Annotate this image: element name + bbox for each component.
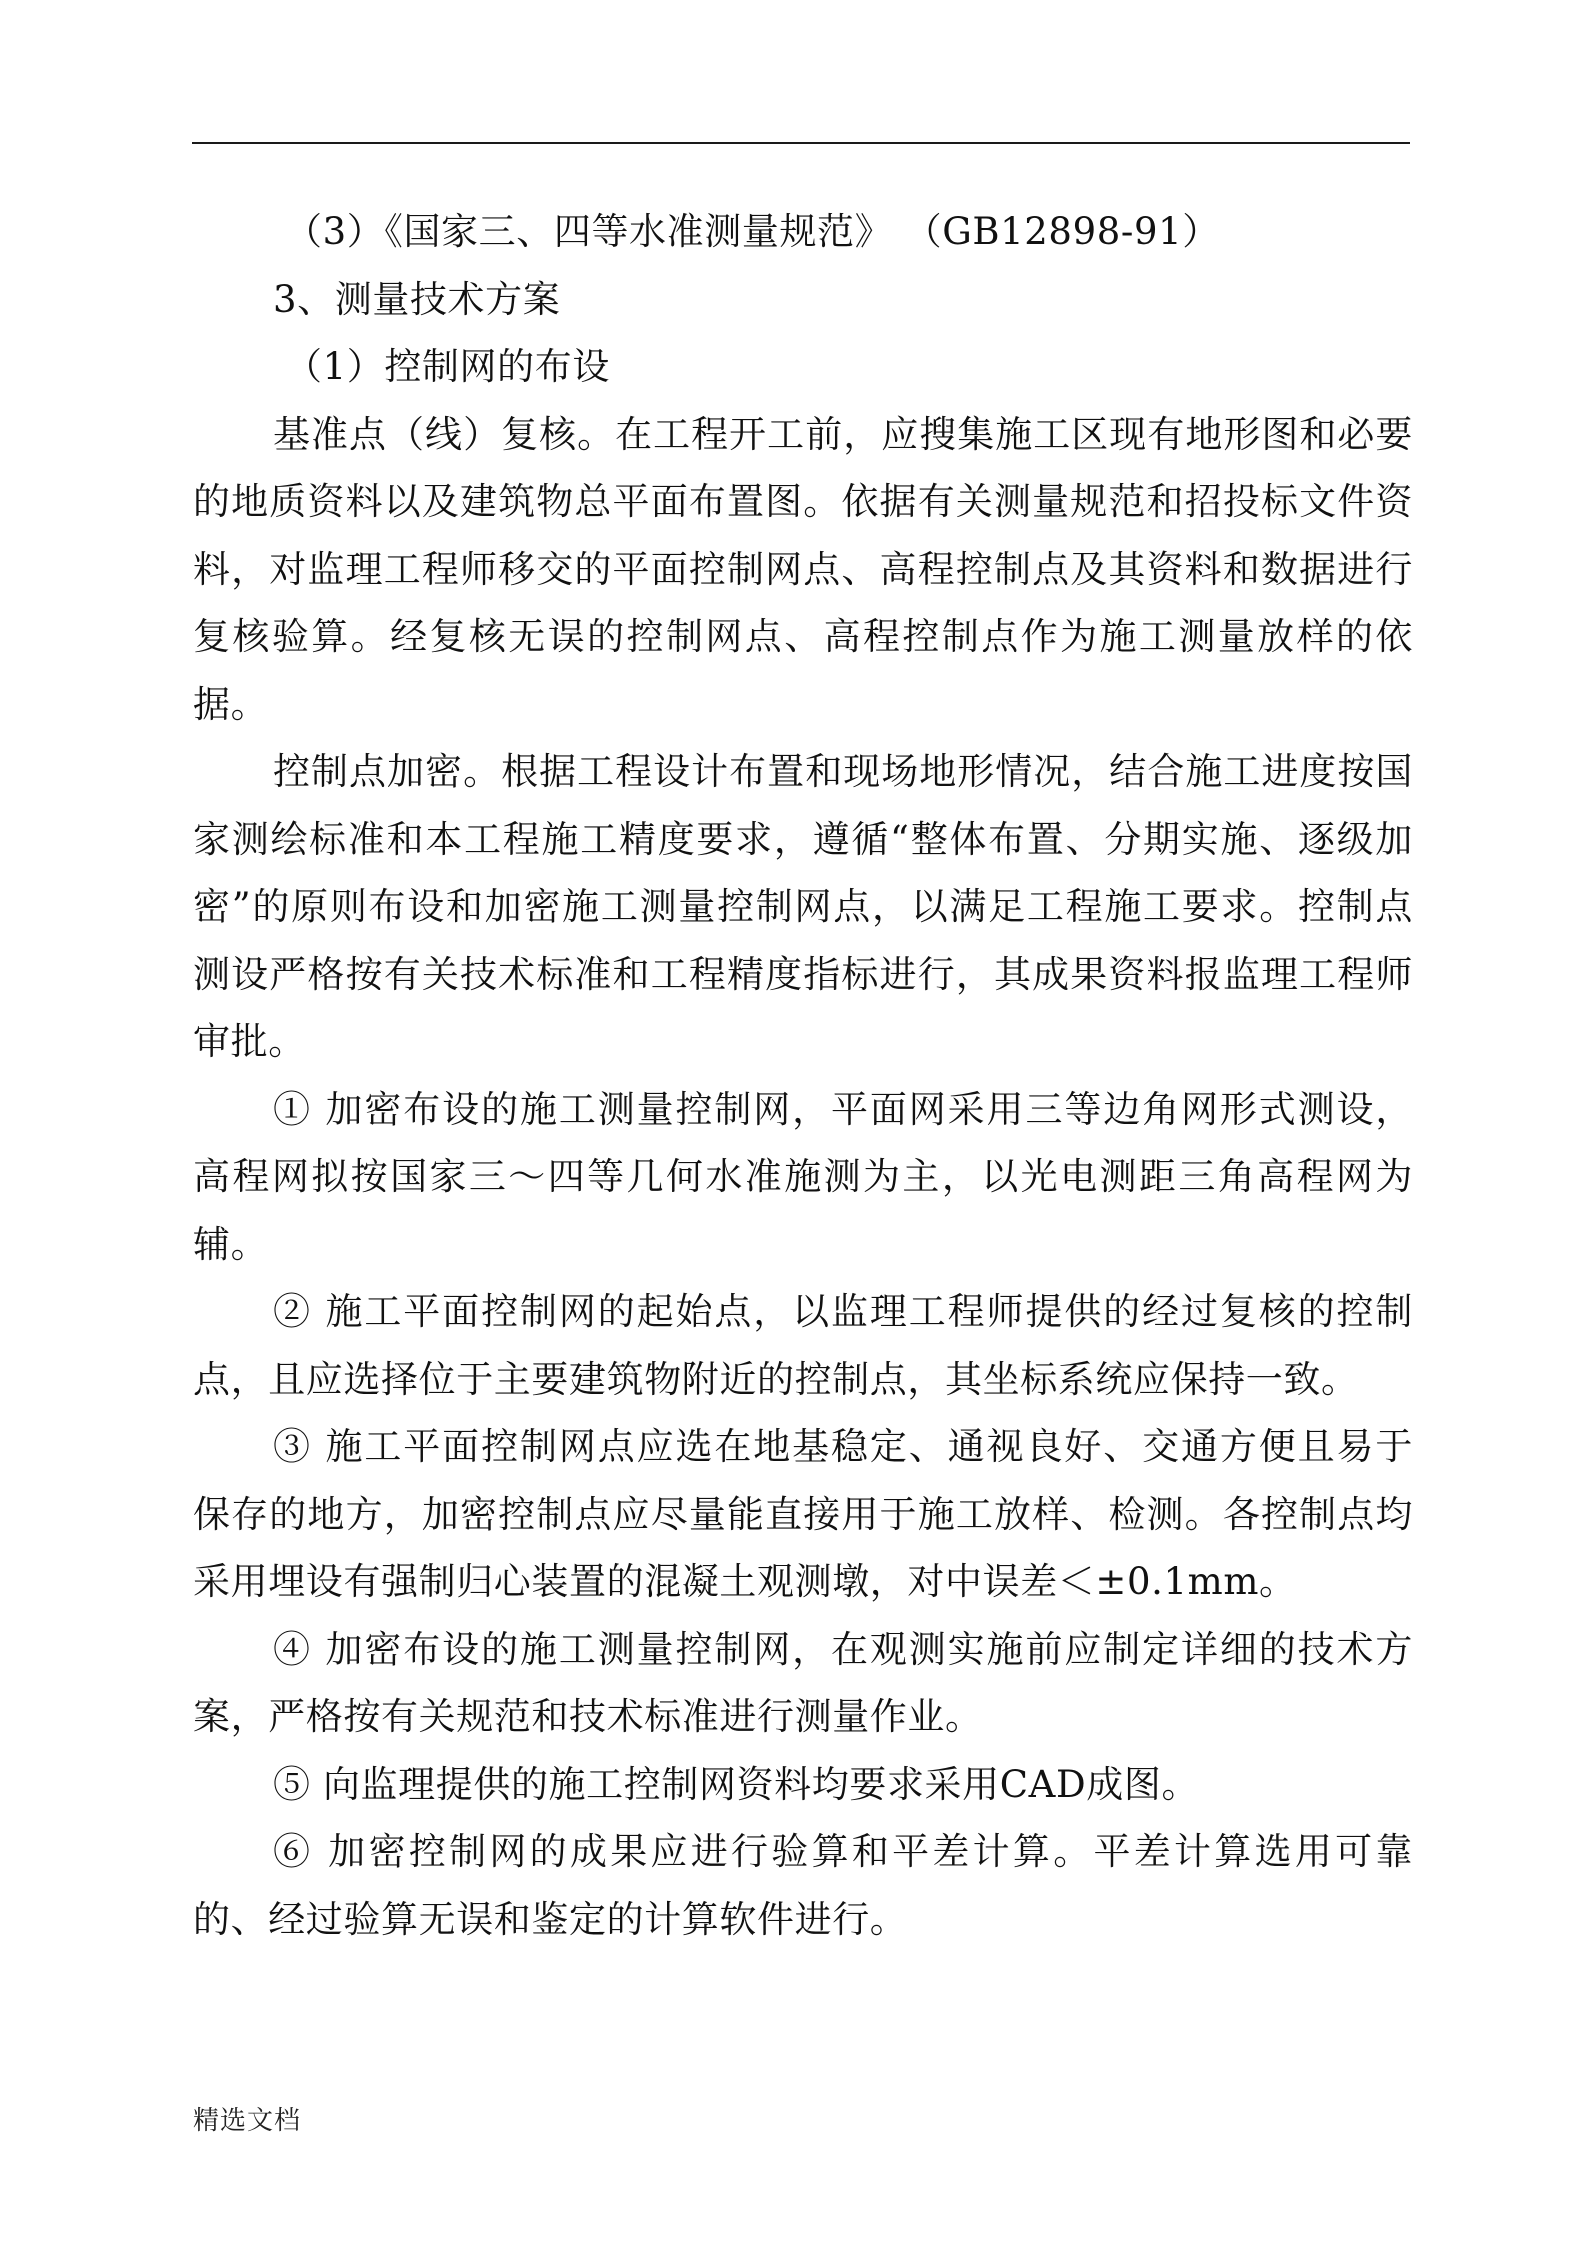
header-divider — [192, 142, 1410, 144]
paragraph-control-densification: 控制点加密。根据工程设计布置和现场地形情况，结合施工进度按国家测绘标准和本工程施工精度要求，遵循“整体布置、分期实施、逐级加密”的原则布设和加密施工测量控制网点，以满足工程施工要求。控制点测设严格按有关技术标准和工程精度指标进行，其成果资料报监理工程师审批。 — [193, 750, 1413, 1063]
list-item-5: ⑤ 向监理提供的施工控制网资料均要求采用CAD成图。 — [273, 1762, 1200, 1806]
list-item-3: ③ 施工平面控制网点应选在地基稳定、通视良好、交通方便且易于保存的地方，加密控制点应尽量能直接用于施工放样、检测。各控制点均采用埋设有强制归心装置的混凝土观测墩，对中误差＜±0.1mm。 — [193, 1425, 1413, 1603]
subsection-heading-control-network: （1）控制网的布设 — [285, 345, 610, 388]
list-item-2: ② 施工平面控制网的起始点，以监理工程师提供的经过复核的控制点，且应选择位于主要建筑物附近的控制点，其坐标系统应保持一致。 — [193, 1290, 1413, 1401]
section-heading-survey-plan: 3、测量技术方案 — [273, 277, 561, 321]
list-item-6: ⑥ 加密控制网的成果应进行验算和平差计算。平差计算选用可靠的、经过验算无误和鉴定的计算软件进行。 — [193, 1830, 1413, 1941]
document-body — [193, 198, 1413, 1953]
paragraph-standard-reference: （3）《国家三、四等水准测量规范》 （GB12898-91） — [285, 210, 1220, 253]
list-item-4: ④ 加密布设的施工测量控制网，在观测实施前应制定详细的技术方案，严格按有关规范和技术标准进行测量作业。 — [193, 1627, 1413, 1738]
paragraph-benchmark-review: 基准点（线）复核。在工程开工前，应搜集施工区现有地形图和必要的地质资料以及建筑物总平面布置图。依据有关测量规范和招投标文件资料，对监理工程师移交的平面控制网点、高程控制点及其资料和数据进行复核验算。经复核无误的控制网点、高程控制点作为施工测量放样的依据。 — [193, 412, 1413, 726]
list-item-1: ① 加密布设的施工测量控制网，平面网采用三等边角网形式测设，高程网拟按国家三～四等几何水准施测为主，以光电测距三角高程网为辅。 — [193, 1087, 1413, 1266]
footer-label: 精选文档 — [193, 2106, 302, 2136]
